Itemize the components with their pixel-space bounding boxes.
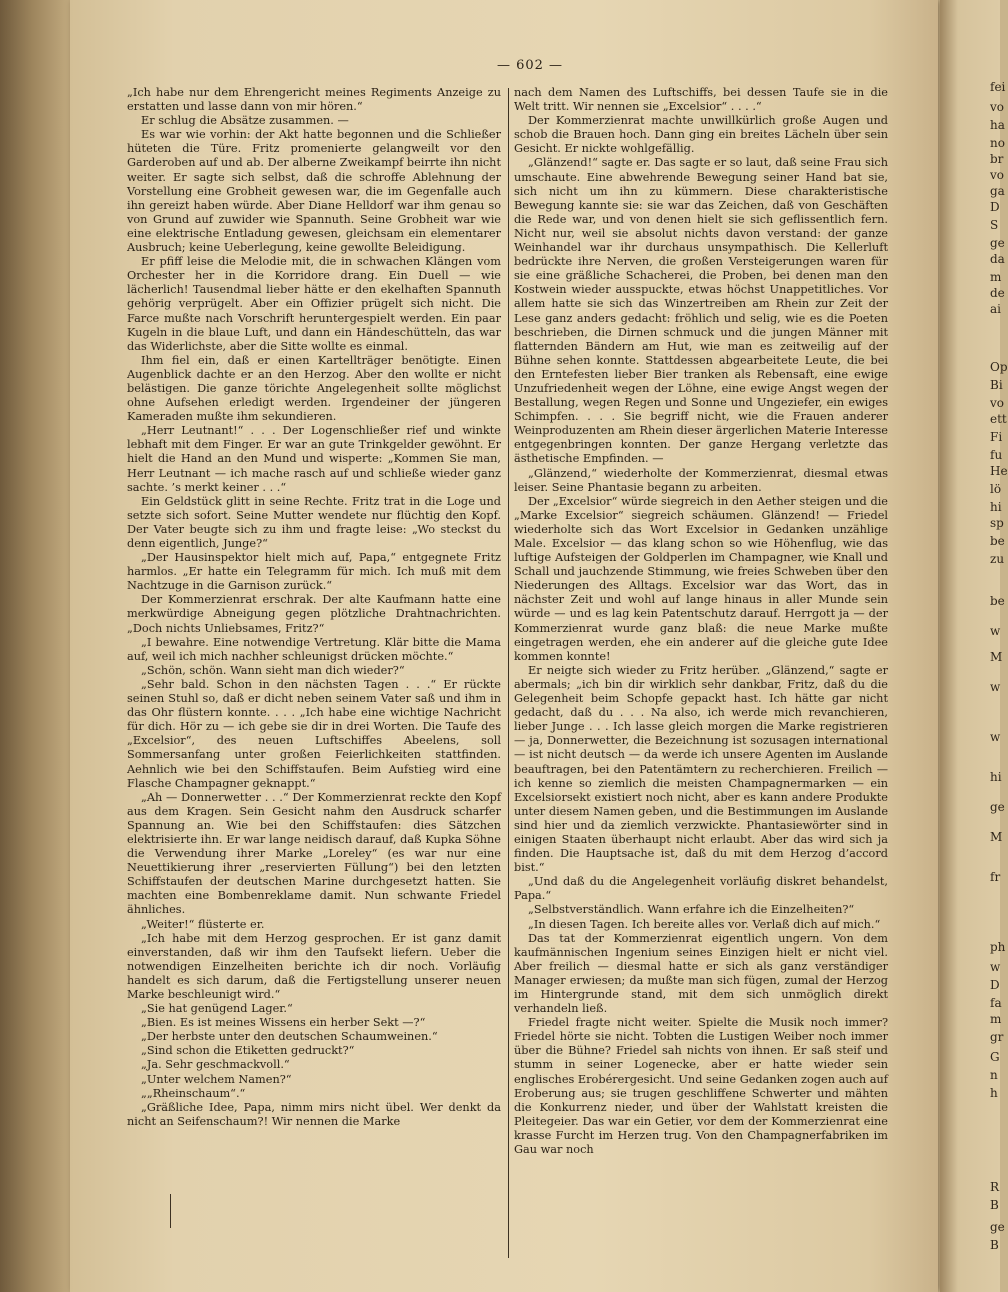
paragraph: „Ich habe mit dem Herzog gesprochen. Er ist ganz damit einverstanden, daß wir ihm den Taufsekt liefern. Ueber die notwendigen Einzelheiten berichte ich dir noch. Vorläufig handelt es sich darum, daß die Fertigstellung unserer neuen Marke beschleunigt wird.“: [127, 931, 501, 1001]
paragraph: „„Rheinschaum“.“: [141, 1086, 246, 1100]
margin-mark: [170, 1194, 171, 1228]
next-page-fragment: B: [990, 1238, 999, 1252]
next-page-fragment: ga: [990, 184, 1005, 198]
next-page-fragment: ge: [990, 800, 1005, 814]
next-page-fragment: He: [990, 464, 1008, 478]
column-divider-rule: [508, 88, 509, 1258]
next-page-fragment: fei: [990, 80, 1006, 94]
next-page-fragment: Op: [990, 360, 1008, 374]
next-page-fragment: R: [990, 1180, 1000, 1194]
page-number: — 602 —: [496, 58, 564, 73]
next-page-fragment: vo: [990, 168, 1005, 182]
next-page-fragment: de: [990, 286, 1005, 300]
next-page-fragment: ge: [990, 1220, 1005, 1234]
next-page-fragment: D: [990, 200, 1000, 214]
next-page-fragment: w: [990, 680, 1001, 694]
next-page-fragment: hi: [990, 770, 1002, 784]
paragraph: „Gräßliche Idee, Papa, nimm mirs nicht übel. Wer denkt da nicht an Seifenschaum?! Wir nennen die Marke: [127, 1100, 501, 1128]
paragraph: „Unter welchem Namen?“: [141, 1072, 292, 1086]
next-page-fragment: fu: [990, 448, 1003, 462]
book-binding: [0, 0, 70, 1292]
paragraph: „Glänzend!“ sagte er. Das sagte er so laut, daß seine Frau sich umschaute. Eine abwehrende Bewegung seiner Hand bat sie, sich nicht um ihn zu kümmern. Diese charakteristische Bewegung kannte sie: sie war das Zeichen, daß von Geschäften die Rede war, und von denen hielt sie sich geflissentlich fern. Nicht nur, weil sie absolut nichts davon verstand: der ganze Weinhandel war ihr durchaus unsympathisch. Die Kellerluft bedrückte ihre Nerven, die großen Versteigerungen waren für sie eine gräßliche Schacherei, die Proben, bei denen man den Kostwein wieder ausspuckte, etwas höchst Unappetitliches. Vor allem hatte sie sich das Winzertreiben am Rhein zur Zeit der Lese ganz anders gedacht: fröhlich und selig, wie es die Poeten beschrieben, die Dirnen schmuck und die jungen Männer mit flatternden Bändern am Hut, wie man es zeitweilig auf der Bühne sehen konnte. Stattdessen abgearbeitete Leute, die bei den Erntefesten lieber Bier tranken als Rebensaft, eine ewige Unzufriedenheit wegen der Löhne, eine ewige Angst wegen der Bestallung, wegen Regen und Sonne und Ungeziefer, ein ewiges Schimpfen. . . . Sie begriff nicht, wie die Frauen anderer Weinproduzenten am Rhein dieser ärgerlichen Materie Interesse entgegenbringen konnten. Der ganze Hergang verletzte das ästhetische Empfinden. —: [514, 156, 888, 466]
next-page-fragment: fa: [990, 996, 1002, 1010]
paragraph: „Sie hat genügend Lager.“: [141, 1002, 293, 1016]
next-page-fragment: ha: [990, 118, 1005, 132]
paragraph: Friedel fragte nicht weiter. Spielte die Musik noch immer? Friedel hörte sie nicht. Tobten die Lustigen Weiber noch immer über die Bühne? Friedel sah nichts von ihnen. Er saß steif und stumm in seiner Logenecke, aber er hatte wieder sein englisches Erobérergesicht. Und seine Gedanken zogen auch auf Eroberung aus; sie trugen geschliffene Schwerter und mähten die Konkurrenz nieder, und über der Wahlstatt kreisten die Pleitegeier. Das war ein Getier, vor dem der Kommerzienrat eine krasse Furcht im Herzen trug. Von den Champagnerfabriken im Gau war noch: [514, 1016, 888, 1157]
next-page-fragment: D: [990, 978, 1000, 992]
next-page-fragment: sp: [990, 516, 1004, 530]
next-page-fragment: zu: [990, 552, 1005, 566]
paragraph: „Weiter!“ flüsterte er.: [141, 917, 265, 931]
paragraph: Der Kommerzienrat erschrak. Der alte Kaufmann hatte eine merkwürdige Abneigung gegen plötzliche Drahtnachrichten. „Doch nichts Unliebsames, Fritz?“: [127, 593, 501, 635]
next-page-fragment: h: [990, 1086, 998, 1100]
paragraph: Er pfiff leise die Melodie mit, die in schwachen Klängen vom Orchester her in die Korridore drang. Ein Duell — wie lächerlich! Tausendmal lieber hätte er den ekelhaften Spannuth gehörig verprügelt. Aber ein Offizier prügelt sich nicht. Die Farce mußte nach Vorschrift heruntergespielt werden. Ein paar Kugeln in die blaue Luft, und dann ein Händeschütteln, das war das Widerlichste, aber die Sitte wollte es einmal.: [127, 255, 501, 353]
paragraph: Ihm fiel ein, daß er einen Kartellträger benötigte. Einen Augenblick dachte er an den Herzog. Aber den wollte er nicht belästigen. Die ganze törichte Angelegenheit sollte möglichst ohne Aufsehen erledigt werden. Irgendeiner der jüngeren Kameraden mußte ihm sekundieren.: [127, 353, 501, 424]
next-page-fragment: n: [990, 1068, 998, 1082]
next-page-fragment: ai: [990, 302, 1001, 316]
next-page-fragment: M: [990, 830, 1003, 844]
paragraph: Es war wie vorhin: der Akt hatte begonnen und die Schließer hüteten die Türe. Fritz promenierte gelangweilt vor den Garderoben auf und ab. Der alberne Zweikampf beirrte ihn nicht weiter. Er sagte sich selbst, daß die schroffe Ablehnung der Vorstellung eine Grobheit gewesen war, die im Gegenfalle auch ihn gereizt haben würde. Aber Diane Helldorf war ihm genau so von Grund auf zuwider wie Spannuth. Seine Grobheit war wie eine elektrische Entladung gewesen, gleichsam ein elementarer Ausbruch; keine Ueberlegung, keine gewollte Beleidigung.: [127, 128, 501, 255]
next-page-fragment: S: [990, 218, 999, 232]
right-text-column: [514, 86, 888, 1266]
next-page-fragment: no: [990, 136, 1005, 150]
next-page-fragment: vo: [990, 396, 1005, 410]
next-page-fragment: M: [990, 650, 1003, 664]
paragraph: „Glänzend,“ wiederholte der Kommerzienrat, diesmal etwas leiser. Seine Phantasie begann zu arbeiten.: [514, 466, 888, 494]
next-page-fragment: be: [990, 594, 1005, 608]
paragraph: Der Kommerzienrat machte unwillkürlich große Augen und schob die Brauen hoch. Dann ging ein breites Lächeln über sein Gesicht. Er nickte wohlgefällig.: [514, 114, 888, 156]
paragraph: „I bewahre. Eine notwendige Vertretung. Klär bitte die Mama auf, weil ich mich nachher schleunigst drücken möchte.“: [127, 635, 501, 663]
paragraph: Das tat der Kommerzienrat eigentlich ungern. Von dem kaufmännischen Ingenium seines Einzigen hielt er nicht viel. Aber freilich — diesmal hatte er sich als ganz verständiger Manager erwiesen; da mußte man sich fügen, zumal der Herzog im Hintergrunde stand, mit dem sich unmöglich direkt verhandeln ließ.: [514, 931, 888, 1016]
next-page-fragment: fr: [990, 870, 1001, 884]
paragraph: „Und daß du die Angelegenheit vorläufig diskret behandelst, Papa.“: [514, 875, 888, 903]
next-page-fragment: da: [990, 252, 1005, 266]
paragraph: „Herr Leutnant!“ . . . Der Logenschließer rief und winkte lebhaft mit dem Finger. Er war an gute Trinkgelder gewöhnt. Er hielt die Hand an den Mund und wisperte: „Kommen Sie man, Herr Leutnant — ich mache rasch auf und schließe wieder ganz sachte. ’s merkt keiner . . .“: [127, 424, 501, 494]
paragraph: Der „Excelsior“ würde siegreich in den Aether steigen und die „Marke Excelsior“ siegreich schäumen. Glänzend! — Friedel wiederholte sich das Wort Excelsior in Gedanken unzählige Male. Excelsior — das klang schon so wie Höhenflug, wie das luftige Aufsteigen der Goldperlen im Champagner, wie Knall und Schall und jauchzende Stimmung, wie freies Schweben über den Niederungen des Alltags. Excelsior war das Wort, das in nächster Zeit und wohl auf lange hinaus in aller Munde sein würde — und es lag kein Patentschutz darauf. Herrgott ja — der Kommerzienrat wurde ganz blaß: die neue Marke mußte eingetragen werden, ehe ein anderer auf die gleiche gute Idee kommen konnte!: [514, 494, 888, 663]
paragraph: „Ich habe nur dem Ehrengericht meines Regiments Anzeige zu erstatten und lasse dann von mir hören.“: [127, 86, 501, 114]
next-page-fragment: hi: [990, 500, 1002, 514]
next-page-fragment: Bi: [990, 378, 1003, 392]
next-page-fragment: vo: [990, 100, 1005, 114]
next-page-fragment: br: [990, 152, 1004, 166]
paragraph: „Der herbste unter den deutschen Schaumweinen.“: [141, 1030, 438, 1044]
next-page-fragment: be: [990, 534, 1005, 548]
next-page-fragment: w: [990, 730, 1001, 744]
next-page-fragment: G: [990, 1050, 1000, 1064]
paragraph: Er neigte sich wieder zu Fritz herüber. „Glänzend,“ sagte er abermals; „ich bin dir wirklich sehr dankbar, Fritz, daß du die Gelegenheit beim Schopfe gepackt hast. Ich hätte gar nicht gedacht, daß du . . . Na also, ich werde mich revanchieren, lieber Junge . . . Ich lasse gleich morgen die Marke registrieren — ja, Donnerwetter, die Bezeichnung ist sozusagen international — ist nicht deutsch — da werde ich unsere Agenten im Auslande beauftragen, bei den Patentämtern zu recherchieren. Freilich — ich kenne so ziemlich die meisten Champagnermarken — ein Excelsiorsekt existiert noch nicht, aber es kann andere Produkte unter diesem Namen geben, und die Bestimmungen im Auslande sind hier und da ziemlich verzwickte. Phantasiewörter sind in einigen Staaten überhaupt nicht erlaubt. Aber das wird sich ja finden. Die Hauptsache ist, daß du mit dem Herzog d’accord bist.“: [514, 663, 888, 875]
next-page-fragment: w: [990, 624, 1001, 638]
next-page-fragment: ph: [990, 940, 1006, 954]
paragraph: „Sind schon die Etiketten gedruckt?“: [141, 1044, 355, 1058]
next-page-fragment: ett: [990, 412, 1007, 426]
next-page-fragment: ge: [990, 236, 1005, 250]
next-page-fragment: B: [990, 1198, 999, 1212]
paragraph: nach dem Namen des Luftschiffs, bei dessen Taufe sie in die Welt tritt. Wir nennen sie „Excelsior“ . . . .“: [514, 86, 888, 114]
next-page-fragment: m: [990, 270, 1002, 284]
paragraph: „Schön, schön. Wann sieht man dich wieder?“: [141, 663, 405, 677]
paragraph: „Ja. Sehr geschmackvoll.“: [141, 1058, 290, 1072]
paragraph: „In diesen Tagen. Ich bereite alles vor. Verlaß dich auf mich.“: [528, 917, 881, 931]
next-page-fragment: Fi: [990, 430, 1003, 444]
paragraph: „Bien. Es ist meines Wissens ein herber Sekt —?“: [141, 1016, 426, 1030]
next-page-edge: [940, 0, 1008, 1292]
paragraph: „Der Hausinspektor hielt mich auf, Papa,“ entgegnete Fritz harmlos. „Er hatte ein Telegramm für mich. Ich muß mit dem Nachtzuge in die Garnison zurück.“: [127, 551, 501, 593]
paragraph: „Selbstverständlich. Wann erfahre ich die Einzelheiten?“: [528, 903, 855, 917]
next-page-fragment: m: [990, 1012, 1002, 1026]
paragraph: „Ah — Donnerwetter . . .“ Der Kommerzienrat reckte den Kopf aus dem Kragen. Sein Gesicht nahm den Ausdruck scharfer Spannung an. Wie bei den Schiffstaufen: dies Sätzchen elektrisierte ihn. Er war lange neidisch darauf, daß Kupka Söhne die Verwendung ihrer Marke „Loreley“ (es war nur eine Neuettikierung ihrer „reservierten Füllung“) bei den letzten Schiffstaufen der deutschen Marine durchgesetzt hatten. Sie machten eine Bombenreklame damit. Nun schwante Friedel ähnliches.: [127, 790, 501, 917]
next-page-fragment: w: [990, 960, 1001, 974]
book-page: [70, 0, 938, 1292]
paragraph: Er schlug die Absätze zusammen. —: [141, 114, 349, 128]
next-page-fragment: gr: [990, 1030, 1004, 1044]
paragraph: „Sehr bald. Schon in den nächsten Tagen . . .“ Er rückte seinen Stuhl so, daß er dicht neben seinem Vater saß und ihm in das Ohr flüstern konnte. . . . „Ich habe eine wichtige Nachricht für dich. Hör zu — ich gebe sie dir in drei Worten. Die Taufe des „Excelsior“, des neuen Luftschiffes Abeelens, soll Sommersanfang unter großen Feierlichkeiten stattfinden. Aehnlich wie bei den Schiffstaufen. Beim Aufstieg wird eine Flasche Champagner geknappt.“: [127, 677, 501, 790]
paragraph: Ein Geldstück glitt in seine Rechte. Fritz trat in die Loge und setzte sich sofort. Seine Mutter wendete nur flüchtig den Kopf. Der Vater beugte sich zu ihm und fragte leise: „Wo steckst du denn eigentlich, Junge?“: [127, 494, 501, 550]
next-page-fragment: lö: [990, 482, 1002, 496]
left-text-column: [127, 86, 501, 1266]
